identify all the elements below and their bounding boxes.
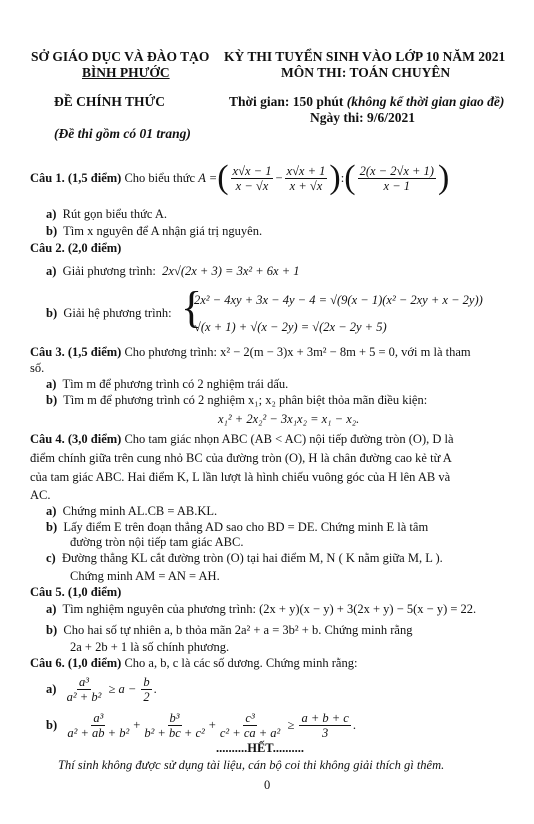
q4-part-a: a) Chứng minh AL.CB = AB.KL.	[46, 504, 218, 518]
q1-statement: Câu 1. (1,5 điểm) Cho biểu thức A = ( $\frac{x√x - 1}{x - √x}$ − $\frac{x√x + 1}{x + √x}$ ) : ( $\frac{2(x - 2√x + 1)}{x - 1}$ )	[30, 159, 450, 196]
time-allowed: Thời gian: 150 phút (không kể thời gian giao đề)	[229, 94, 505, 109]
q6-part-a: a) $\frac{\text{a³}}{\text{a² + b²}}$ ≥ a − $\frac{b}{2}$ .	[46, 674, 157, 704]
q5-part-a: a) Tìm nghiệm nguyên của phương trình: (2x + y)(x − y) + 3(2x + y) − 5(x − y) = 22.	[46, 602, 477, 616]
official-label: ĐỀ CHÍNH THỨC	[54, 94, 166, 109]
q6-part-b: b) $\frac{\text{a³}}{\text{a² + ab + b²}}$ + $\frac{\text{b³}}{\text{b² + bc + c²}}$ + $\frac{\text{c³}}{\text{c² + ca + a²}}$ ≥ $\frac{a + b + c}{3}$ .	[46, 710, 356, 740]
q4-part-b: b) Lấy điểm E trên đoạn thẳng AD sao cho BD = DE. Chứng minh E là tâm	[46, 520, 429, 534]
q4-line1: Câu 4. (3,0 điểm) Cho tam giác nhọn ABC (AB < AC) nội tiếp đường tròn (O), D là	[30, 432, 454, 446]
page-number: 0	[264, 778, 271, 792]
q5-part-b: b) Cho hai số tự nhiên a, b thỏa mãn 2a² + a = 3b² + b. Chứng minh rằng	[46, 623, 413, 637]
q1-part-b: b) Tìm x nguyên để A nhận giá trị nguyên.	[46, 224, 263, 238]
exam-date: Ngày thi: 9/6/2021	[310, 110, 416, 125]
pages-note: (Đề thi gồm có 01 trang)	[54, 126, 191, 141]
q3-statement: Câu 3. (1,5 điểm) Cho phương trình: x² − 2(m − 3)x + 3m² − 8m + 5 = 0, với m là tham	[30, 345, 471, 359]
q4-line3: của tam giác ABC. Hai điểm K, L lần lượt là hình chiếu vuông góc của H lên AB và	[30, 470, 451, 484]
q3-part-a: a) Tìm m để phương trình có 2 nghiệm trái dấu.	[46, 377, 289, 391]
q4-part-c: c) Đường thẳng KL cắt đường tròn (O) tại hai điểm M, N ( K nằm giữa M, L ).	[46, 551, 443, 565]
q5-part-b-cont: 2a + 2b + 1 là số chính phương.	[70, 640, 230, 654]
q2-part-b-label: b) Giải hệ phương trình:	[46, 306, 172, 320]
footer-note: Thí sinh không được sử dụng tài liệu, cán bộ coi thi không giải thích gì thêm.	[58, 758, 445, 772]
subject-title: MÔN THI: TOÁN CHUYÊN	[281, 65, 451, 80]
q5-title: Câu 5. (1,0 điểm)	[30, 585, 122, 599]
q3-part-b: b) Tìm m để phương trình có 2 nghiệm x₁; x₂ phân biệt thỏa mãn điều kiện:	[46, 393, 428, 407]
q2-system-eq1: 2x² − 4xy + 3x − 4y − 4 = √(9(x − 1)(x² − 2xy + x − 2y))	[194, 293, 483, 307]
q4-line4: AC.	[30, 488, 51, 502]
q4-part-b-cont: đường tròn nội tiếp tam giác ABC.	[70, 535, 244, 549]
q2-part-a: a) Giải phương trình: 2x√(2x + 3) = 3x² + 6x + 1	[46, 264, 300, 278]
q2-title: Câu 2. (2,0 điểm)	[30, 241, 122, 255]
department-name: SỞ GIÁO DỤC VÀ ĐÀO TẠO	[31, 49, 210, 64]
end-mark: ..........HẾT..........	[216, 741, 304, 755]
q1-part-a: a) Rút gọn biểu thức A.	[46, 207, 168, 221]
q6-statement: Câu 6. (1,0 điểm) Cho a, b, c là các số dương. Chứng minh rằng:	[30, 656, 358, 670]
q3-statement-cont: số.	[30, 361, 45, 375]
q4-line2: điểm chính giữa trên cung nhỏ BC của đường tròn (O), H là chân đường cao kẻ từ A	[30, 451, 452, 465]
system-brace: {	[181, 283, 203, 332]
q2-system-eq2: √(x + 1) + √(x − 2y) = √(2x − 2y + 5)	[194, 320, 387, 334]
exam-title: KỲ THI TUYỂN SINH VÀO LỚP 10 NĂM 2021	[224, 49, 506, 64]
q3-condition: x₁² + 2x₂² − 3x₁x₂ = x₁ − x₂.	[218, 412, 360, 426]
province-name: BÌNH PHƯỚC	[82, 65, 170, 80]
q4-part-c-cont: Chứng minh AM = AN = AH.	[70, 569, 220, 583]
